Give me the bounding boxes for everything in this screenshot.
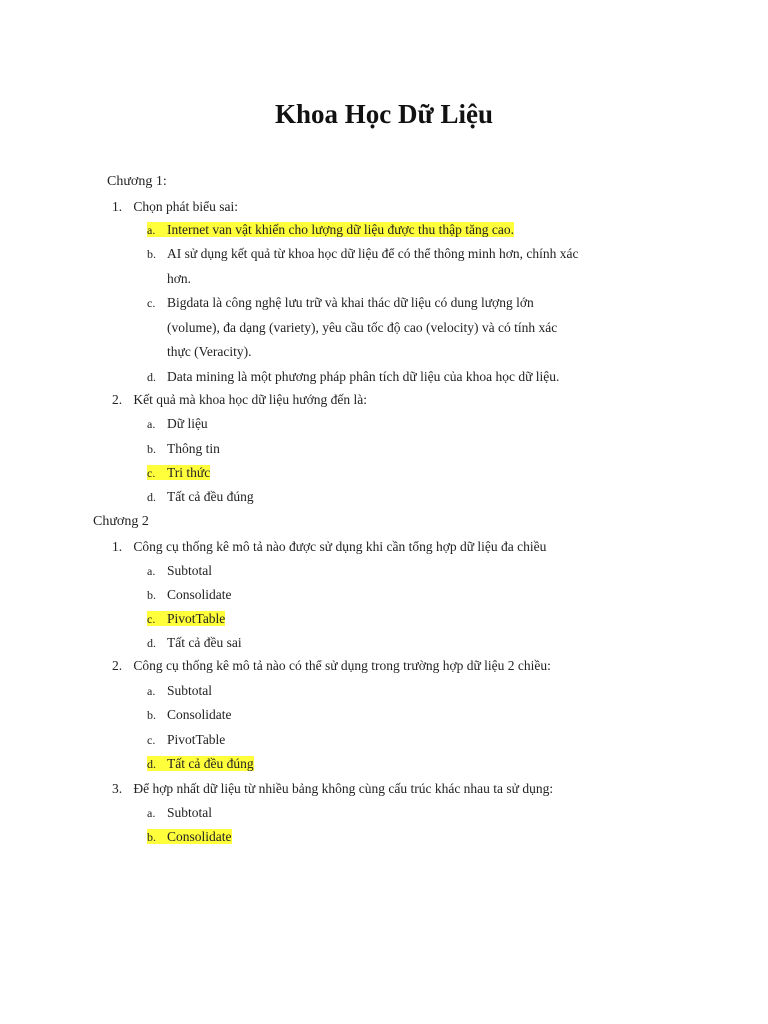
- option-text: Tất cả đều đúng: [167, 489, 254, 504]
- option-letter: a.: [147, 806, 156, 820]
- option-text: PivotTable: [167, 732, 226, 747]
- question-number: 3.: [112, 781, 123, 796]
- option-text: Bigdata là công nghệ lưu trữ và khai thác dữ liệu có dung lượng lớn: [167, 295, 534, 310]
- option-letter: b.: [147, 442, 156, 456]
- chapter-1-heading: Chương 1:: [107, 174, 167, 189]
- option-letter: b.: [147, 247, 156, 261]
- question-number: 1.: [112, 199, 123, 214]
- question-text: Chọn phát biểu sai:: [133, 199, 238, 214]
- option-c2-2-d: [147, 752, 597, 777]
- option-letter: a.: [147, 417, 156, 431]
- document-title: Khoa Học Dữ Liệu: [275, 99, 493, 129]
- question-number: 1.: [112, 539, 123, 554]
- option-c2-1-d: [147, 631, 597, 656]
- option-c2-2-c: [147, 728, 597, 753]
- chapter-2-heading: Chương 2: [93, 514, 149, 529]
- option-letter: b.: [147, 588, 156, 602]
- option-text: AI sử dụng kết quả từ khoa học dữ liệu để có thể thông minh hơn, chính xác: [167, 246, 579, 261]
- option-c2-1-c: [147, 607, 597, 632]
- option-text: Tất cả đều sai: [167, 635, 242, 650]
- option-letter: c.: [147, 296, 156, 310]
- option-letter: c.: [147, 466, 156, 480]
- option-letter: b.: [147, 830, 156, 844]
- option-letter: d.: [147, 370, 156, 384]
- question-c1-2: [112, 392, 367, 408]
- option-letter: c.: [147, 612, 156, 626]
- option-text: Tất cả đều đúng: [167, 756, 254, 771]
- question-text: Công cụ thống kê mô tả nào có thể sử dụng trong trường hợp dữ liệu 2 chiều:: [133, 658, 551, 673]
- option-text: Thông tin: [167, 441, 220, 456]
- option-c2-2-a: [147, 679, 597, 704]
- option-c1-1-d: [147, 365, 597, 390]
- option-c1-2-c: [147, 461, 597, 486]
- question-number: 2.: [112, 658, 123, 673]
- option-text: Consolidate: [167, 707, 232, 722]
- option-text-continued: (volume), đa dạng (variety), yêu cầu tốc độ cao (velocity) và có tính xác: [167, 319, 558, 335]
- option-letter: d.: [147, 490, 156, 504]
- option-c1-2-d: [147, 485, 597, 510]
- option-c2-1-b: [147, 583, 597, 608]
- option-letter: c.: [147, 733, 156, 747]
- option-text-continued: hơn.: [167, 270, 192, 286]
- option-c2-3-b: [147, 825, 597, 850]
- question-text: Công cụ thống kê mô tả nào được sử dụng khi cần tổng hợp dữ liệu đa chiều: [133, 539, 547, 554]
- option-c2-3-a: [147, 801, 597, 826]
- question-c2-3: [112, 781, 553, 797]
- option-letter: a.: [147, 564, 156, 578]
- question-c2-2: [112, 658, 551, 674]
- option-text: Internet van vật khiến cho lượng dữ liệu được thu thập tăng cao.: [167, 222, 515, 237]
- option-text: Subtotal: [167, 683, 213, 698]
- option-c1-2-b: [147, 437, 597, 462]
- question-text: Kết quả mà khoa học dữ liệu hướng đến là:: [133, 392, 367, 407]
- question-c1-1: [112, 199, 238, 215]
- option-letter: a.: [147, 223, 156, 237]
- option-text-continued: thực (Veracity).: [167, 344, 252, 359]
- option-text: PivotTable: [167, 611, 226, 626]
- option-text: Dữ liệu: [167, 416, 208, 431]
- option-letter: d.: [147, 636, 156, 650]
- option-text: Tri thức: [167, 465, 211, 480]
- option-text: Data mining là một phương pháp phân tích dữ liệu của khoa học dữ liệu.: [167, 369, 560, 384]
- question-c2-1: [112, 539, 546, 555]
- question-number: 2.: [112, 392, 123, 407]
- option-text: Subtotal: [167, 563, 213, 578]
- option-c1-2-a: [147, 412, 597, 437]
- option-letter: d.: [147, 757, 156, 771]
- option-c2-1-a: [147, 559, 597, 584]
- option-letter: a.: [147, 684, 156, 698]
- option-c1-1-c: [147, 291, 597, 365]
- option-letter: b.: [147, 708, 156, 722]
- option-c1-1-a: [147, 218, 597, 243]
- option-text: Subtotal: [167, 805, 213, 820]
- option-c2-2-b: [147, 703, 597, 728]
- option-text: Consolidate: [167, 587, 232, 602]
- option-c1-1-b: [147, 242, 597, 291]
- question-text: Để hợp nhất dữ liệu từ nhiều bảng không cùng cấu trúc khác nhau ta sử dụng:: [133, 781, 554, 796]
- option-text: Consolidate: [167, 829, 232, 844]
